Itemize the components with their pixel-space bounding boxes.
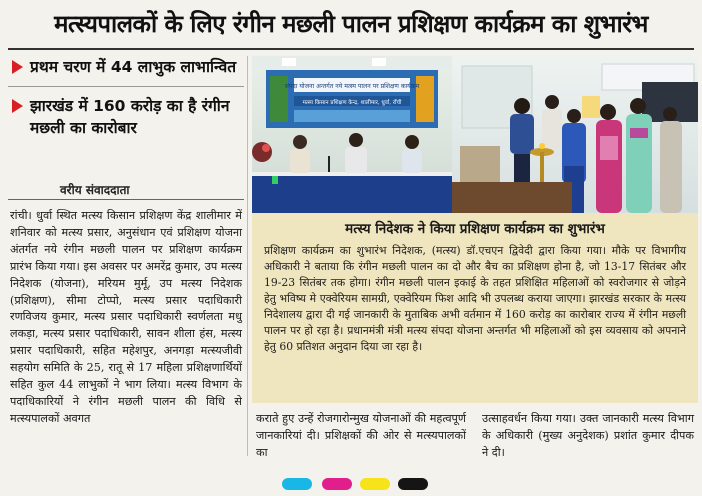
article-body-right: उत्साहवर्धन किया गया। उक्त जानकारी मत्स्य विभाग के अधिकारी (मुख्य अनुदेशक) प्रशांत कुमार दीपक ने दी। xyxy=(482,412,694,459)
headline: मत्स्यपालकों के लिए रंगीन मछली पालन प्रशिक्षण कार्यक्रम का शुभारंभ xyxy=(54,10,648,38)
registration-mark-black xyxy=(398,478,428,490)
registration-mark-magenta xyxy=(322,478,352,490)
headline-rule xyxy=(8,48,694,50)
highlight-divider xyxy=(8,86,244,87)
registration-mark-yellow xyxy=(360,478,390,490)
event-photo xyxy=(252,56,698,213)
highlight-item xyxy=(8,95,244,139)
byline-rule xyxy=(8,199,244,200)
highlights-box xyxy=(8,56,244,139)
column-divider xyxy=(247,56,248,456)
bullet-triangle-icon xyxy=(12,99,23,113)
article-body-middle: कराते हुए उन्हें रोजगारोन्मुख योजनाओं की महत्वपूर्ण जानकारियां दी। प्रशिक्षकों की ओर से मत्स्यपालकों का xyxy=(256,412,466,459)
highlight-text: झारखंड में 160 करोड़ का है रंगीन मछली का कारोबार xyxy=(30,97,230,137)
panel-text: प्रशिक्षण कार्यक्रम का शुभारंभ निदेशक, (मत्स्य) डॉ.एचएन द्विवेदी द्वारा किया गया। मौके पर विभागीय अधिकारी ने बताया कि रंगीन मछली पालन का दो और बैच का प्रशिक्षण होना है, जो 13-17 सितंबर और 19-23 सितंबर तक होगा। रंगीन मछली पालन इकाई के तहत प्रशिक्षित महिलाओं को स्वरोजगार से जोड़ने हेतु भविष्य मे एक्वेरियम सामग्री, एक्वेरियम फिश आदि भी उपलब्ध कराया जाएगा। झारखंड सरकार के मत्स्य निदेशालय द्वारा दी गई जानकारी के मुताबिक अभी वर्तमान में 160 करोड़ का कारोबार राज्य में रंगीन मछली पालन पर हो रहा है। प्रधानमंत्री मंत्री मत्स्य संपदा योजना अन्तर्गत भी महिलाओं को इस व्यवसाय को अपनाने हेतु 60 प्रतिशत अनुदान दिया जा रहा है। xyxy=(264,244,686,353)
byline: वरीय संवाददाता xyxy=(60,183,130,197)
highlight-item xyxy=(8,56,244,78)
registration-mark-cyan xyxy=(282,478,312,490)
highlight-panel xyxy=(252,213,698,403)
banner-text: संपदा योजना अन्तर्गत नये मत्स्य पालन पर प्रशिक्षण कार्यक्रम xyxy=(284,83,420,90)
banner-subtext: मत्स्य किसान प्रशिक्षण केन्द्र, शालीमार, धुर्वा, राँची xyxy=(302,100,402,106)
panel-title: मत्स्य निदेशक ने किया प्रशिक्षण कार्यक्रम का शुभारंभ xyxy=(345,221,605,237)
highlight-text: प्रथम चरण में 44 लाभुक लाभान्वित xyxy=(30,58,237,76)
bullet-triangle-icon xyxy=(12,60,23,74)
article-body-left: रांची। धुर्वा स्थित मत्स्य किसान प्रशिक्षण केंद्र शालीमार में शनिवार को मत्स्य प्रसार, अनुसंधान एवं प्रशिक्षण योजना अंतर्गत नये रंगीन मछली पालन पर प्रशिक्षण कार्यक्रम प्रारंभ किया गया। इस अवसर पर अमरेंद्र कुमार, उप मत्स्य निदेशक (योजना), मरियम मुर्मू, उप मत्स्य निदेशक (प्रशिक्षण), सीमा टोप्पो, मत्स्य प्रसार पदाधिकारी रणविजय कुमार, मत्स्य प्रसार पदाधिकारी स्वर्णलता मधु लकड़ा, मत्स्य प्रसार पदाधिकारी, सावन शीला हंस, मत्स्य प्रसार पदाधिकारी, सहित महेशपुर, अनगड़ा मत्स्यजीवी सहयोग समिति के 25, रातू से 17 महिला प्रशिक्षणार्थियों सहित कुल 44 लाभुकों ने भाग लिया। मत्स्य विभाग के पदाधिकारियों ने रंगीन मछली पालन की विधि से मत्स्यपालकों अवगत xyxy=(10,209,242,425)
